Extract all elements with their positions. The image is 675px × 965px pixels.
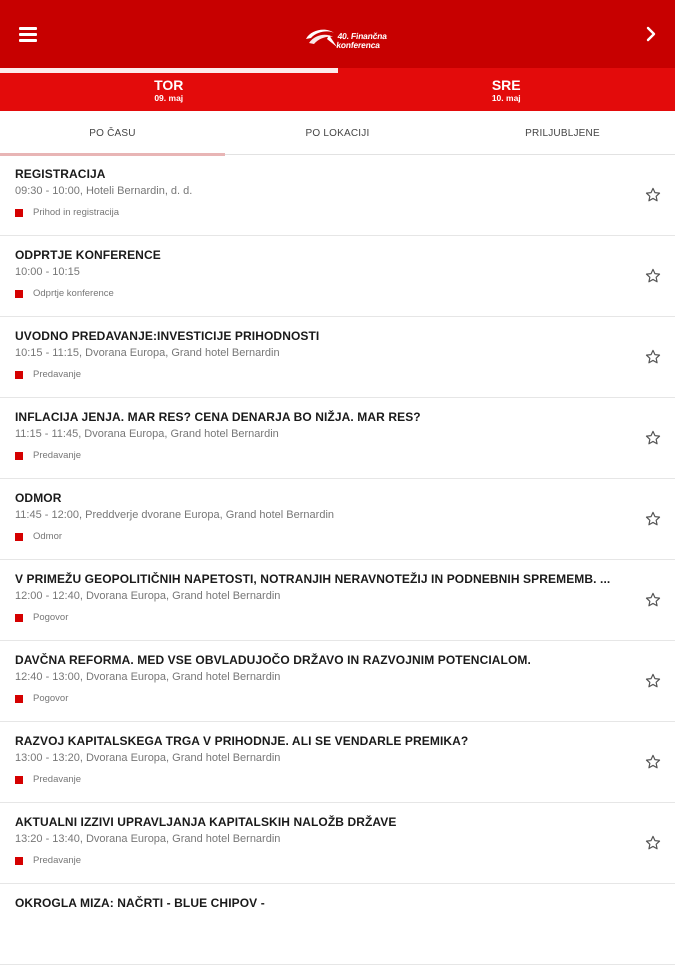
category-marker-icon [15, 776, 23, 784]
session-title: OKROGLA MIZA: NAČRTI - BLUE CHIPOV - [15, 896, 265, 910]
session-title: DAVČNA REFORMA. MED VSE OBVLADUJOČO DRŽAVO IN RAZVOJNIM POTENCIALOM. [15, 653, 531, 667]
next-day-button[interactable] [627, 0, 675, 68]
hamburger-menu-icon [19, 27, 37, 41]
session-title: AKTUALNI IZZIVI UPRAVLJANJA KAPITALSKIH NALOŽB DRŽAVE [15, 815, 397, 829]
day-date: 10. maj [492, 93, 521, 103]
tab-priljubljene[interactable]: PRILJUBLJENE [450, 111, 675, 155]
favorite-star-icon[interactable] [644, 591, 662, 609]
session-list [0, 155, 675, 900]
category-label: Odmor [33, 531, 62, 542]
day-date: 09. maj [154, 93, 183, 103]
logo-swoosh-icon [303, 25, 339, 57]
session-category [15, 207, 119, 218]
view-tabs [0, 111, 675, 155]
category-label: Predavanje [33, 369, 81, 380]
session-category [15, 288, 114, 299]
session-title: V PRIMEŽU GEOPOLITIČNIH NAPETOSTI, NOTRANJIH NERAVNOTEŽIJ IN PODNEBNIH SPREMEMB. ... [15, 572, 610, 586]
category-marker-icon [15, 614, 23, 622]
session-title: RAZVOJ KAPITALSKEGA TRGA V PRIHODNJE. ALI SE VENDARLE PREMIKA? [15, 734, 468, 748]
menu-button[interactable] [0, 0, 56, 68]
category-marker-icon [15, 857, 23, 865]
favorite-star-icon[interactable] [644, 834, 662, 852]
app-bar [0, 0, 675, 68]
day-tab-tor[interactable] [0, 68, 338, 111]
session-category [15, 450, 81, 461]
session-row[interactable] [0, 641, 675, 722]
day-name: SRE [492, 77, 521, 93]
session-row[interactable] [0, 884, 675, 965]
session-time-location: 10:15 - 11:15, Dvorana Europa, Grand hotel Bernardin [15, 347, 280, 359]
chevron-right-icon [645, 26, 657, 42]
category-label: Predavanje [33, 855, 81, 866]
category-marker-icon [15, 452, 23, 460]
session-row[interactable] [0, 722, 675, 803]
session-row[interactable] [0, 803, 675, 884]
session-title: REGISTRACIJA [15, 167, 106, 181]
favorite-star-icon[interactable] [644, 429, 662, 447]
session-time-location: 11:15 - 11:45, Dvorana Europa, Grand hotel Bernardin [15, 428, 279, 440]
session-time-location: 13:00 - 13:20, Dvorana Europa, Grand hotel Bernardin [15, 752, 280, 764]
category-label: Pogovor [33, 693, 68, 704]
session-title: UVODNO PREDAVANJE:INVESTICIJE PRIHODNOSTI [15, 329, 319, 343]
day-name: TOR [154, 77, 183, 93]
logo-line-2: konferenca [336, 41, 386, 50]
logo-line-1: 40. Finančna [337, 32, 387, 41]
session-title: ODMOR [15, 491, 62, 505]
category-marker-icon [15, 290, 23, 298]
session-row[interactable] [0, 317, 675, 398]
session-title: INFLACIJA JENJA. MAR RES? CENA DENARJA BO NIŽJA. MAR RES? [15, 410, 421, 424]
favorite-star-icon[interactable] [644, 672, 662, 690]
favorite-star-icon[interactable] [644, 510, 662, 528]
session-time-location: 12:40 - 13:00, Dvorana Europa, Grand hotel Bernardin [15, 671, 280, 683]
session-time-location: 12:00 - 12:40, Dvorana Europa, Grand hotel Bernardin [15, 590, 280, 602]
category-marker-icon [15, 533, 23, 541]
category-marker-icon [15, 371, 23, 379]
category-label: Pogovor [33, 612, 68, 623]
session-row[interactable] [0, 398, 675, 479]
session-row[interactable] [0, 560, 675, 641]
logo-text [336, 32, 388, 50]
day-tab-sre[interactable] [338, 68, 675, 111]
session-category [15, 774, 81, 785]
session-category [15, 693, 68, 704]
favorite-star-icon[interactable] [644, 186, 662, 204]
conference-logo [303, 24, 386, 58]
session-time-location: 10:00 - 10:15 [15, 266, 80, 278]
session-row[interactable] [0, 155, 675, 236]
session-time-location: 13:20 - 13:40, Dvorana Europa, Grand hotel Bernardin [15, 833, 280, 845]
tab-po-lokaciji[interactable]: PO LOKACIJI [225, 111, 450, 155]
session-time-location: 09:30 - 10:00, Hoteli Bernardin, d. d. [15, 185, 192, 197]
session-category [15, 531, 62, 542]
category-label: Prihod in registracija [33, 207, 119, 218]
session-title: ODPRTJE KONFERENCE [15, 248, 161, 262]
category-label: Odprtje konference [33, 288, 114, 299]
category-marker-icon [15, 209, 23, 217]
session-category [15, 369, 81, 380]
favorite-star-icon[interactable] [644, 267, 662, 285]
session-row[interactable] [0, 479, 675, 560]
category-label: Predavanje [33, 450, 81, 461]
session-category [15, 855, 81, 866]
favorite-star-icon[interactable] [644, 753, 662, 771]
category-label: Predavanje [33, 774, 81, 785]
session-row[interactable] [0, 236, 675, 317]
category-marker-icon [15, 695, 23, 703]
favorite-star-icon[interactable] [644, 348, 662, 366]
day-selector [0, 68, 675, 111]
tab-po-casu[interactable]: PO ČASU [0, 111, 225, 155]
session-category [15, 612, 68, 623]
session-time-location: 11:45 - 12:00, Preddverje dvorane Europa, Grand hotel Bernardin [15, 509, 334, 521]
